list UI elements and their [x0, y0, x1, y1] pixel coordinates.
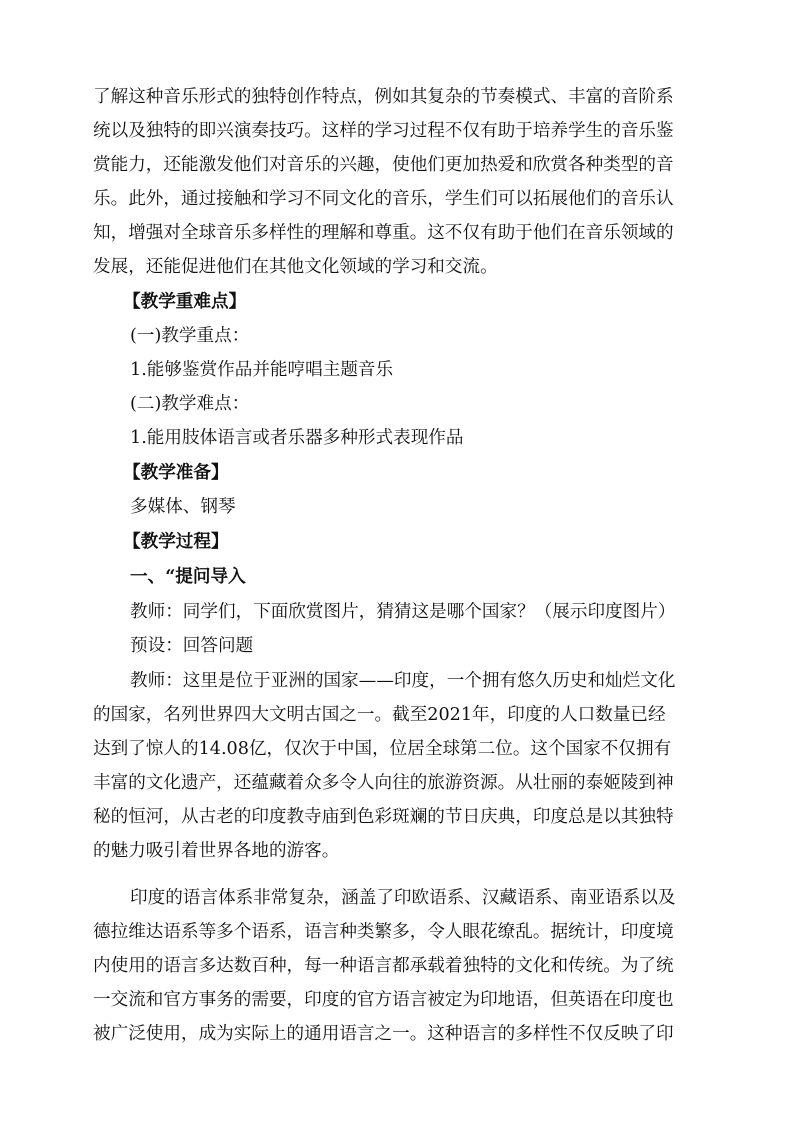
india-para-line-1: 教师：这里是位于亚洲的国家——印度，一个拥有悠久历史和灿烂文化 — [130, 671, 676, 691]
language-para-line-1: 印度的语言体系非常复杂，涵盖了印欧语系、汉藏语系、南亚语系以及 — [130, 888, 676, 908]
language-para-line-4: 一交流和官方事务的需要，印度的官方语言被定为印地语，但英语在印度也 — [93, 990, 674, 1010]
section-one-heading: 一、“提问导入 — [130, 566, 246, 587]
preparation-text: 多媒体、钢琴 — [130, 497, 236, 517]
intro-line-5: 知，增强对全球音乐多样性的理解和尊重。这不仅有助于他们在音乐领域的 — [93, 223, 674, 243]
key-point-label: (一)教学重点： — [130, 326, 250, 346]
intro-line-3: 赏能力，还能激发他们对音乐的兴趣，使他们更加热爱和欣赏各种类型的音 — [93, 155, 674, 175]
india-para-line-2: 的国家，名列世界四大文明古国之一。截至2021年，印度的人口数量已经 — [93, 705, 666, 725]
dialog-teacher-question: 教师：同学们，下面欣赏图片，猜猜这是哪个国家？（展示印度图片） — [130, 602, 676, 622]
preparation-heading: 【教学准备】 — [123, 462, 229, 483]
india-para-line-5: 秘的恒河，从古老的印度教寺庙到色彩斑斓的节日庆典，印度总是以其独特 — [93, 807, 674, 827]
key-points-heading: 【教学重难点】 — [123, 291, 247, 312]
language-para-line-2: 德拉维达语系等多个语系，语言种类繁多，令人眼花缭乱。据统计，印度境 — [93, 922, 674, 942]
language-para-line-5: 被广泛使用，成为实际上的通用语言之一。这种语言的多样性不仅反映了印 — [93, 1024, 674, 1044]
difficulty-item: 1.能用肢体语言或者乐器多种形式表现作品 — [130, 428, 464, 448]
key-point-item: 1.能够鉴赏作品并能哼唱主题音乐 — [130, 360, 394, 380]
dialog-preset-answer: 预设：回答问题 — [130, 636, 254, 656]
intro-line-1: 了解这种音乐形式的独特创作特点，例如其复杂的节奏模式、丰富的音阶系 — [93, 87, 674, 107]
language-para-line-3: 内使用的语言多达数百种，每一种语言都承载着独特的文化和传统。为了统 — [93, 956, 674, 976]
intro-line-2: 统以及独特的即兴演奏技巧。这样的学习过程不仅有助于培养学生的音乐鉴 — [93, 121, 674, 141]
difficulty-label: (二)教学难点： — [130, 394, 250, 414]
intro-line-4: 乐。此外，通过接触和学习不同文化的音乐，学生们可以拓展他们的音乐认 — [93, 189, 674, 209]
india-para-line-6: 的魅力吸引着世界各地的游客。 — [93, 841, 340, 861]
india-para-line-3: 达到了惊人的14.08亿，仅次于中国，位居全球第二位。这个国家不仅拥有 — [93, 739, 672, 759]
process-heading: 【教学过程】 — [123, 531, 229, 552]
india-para-line-4: 丰富的文化遗产，还蕴藏着众多令人向往的旅游资源。从壮丽的泰姬陵到神 — [93, 773, 674, 793]
intro-line-6: 发展，还能促进他们在其他文化领域的学习和交流。 — [93, 257, 498, 277]
